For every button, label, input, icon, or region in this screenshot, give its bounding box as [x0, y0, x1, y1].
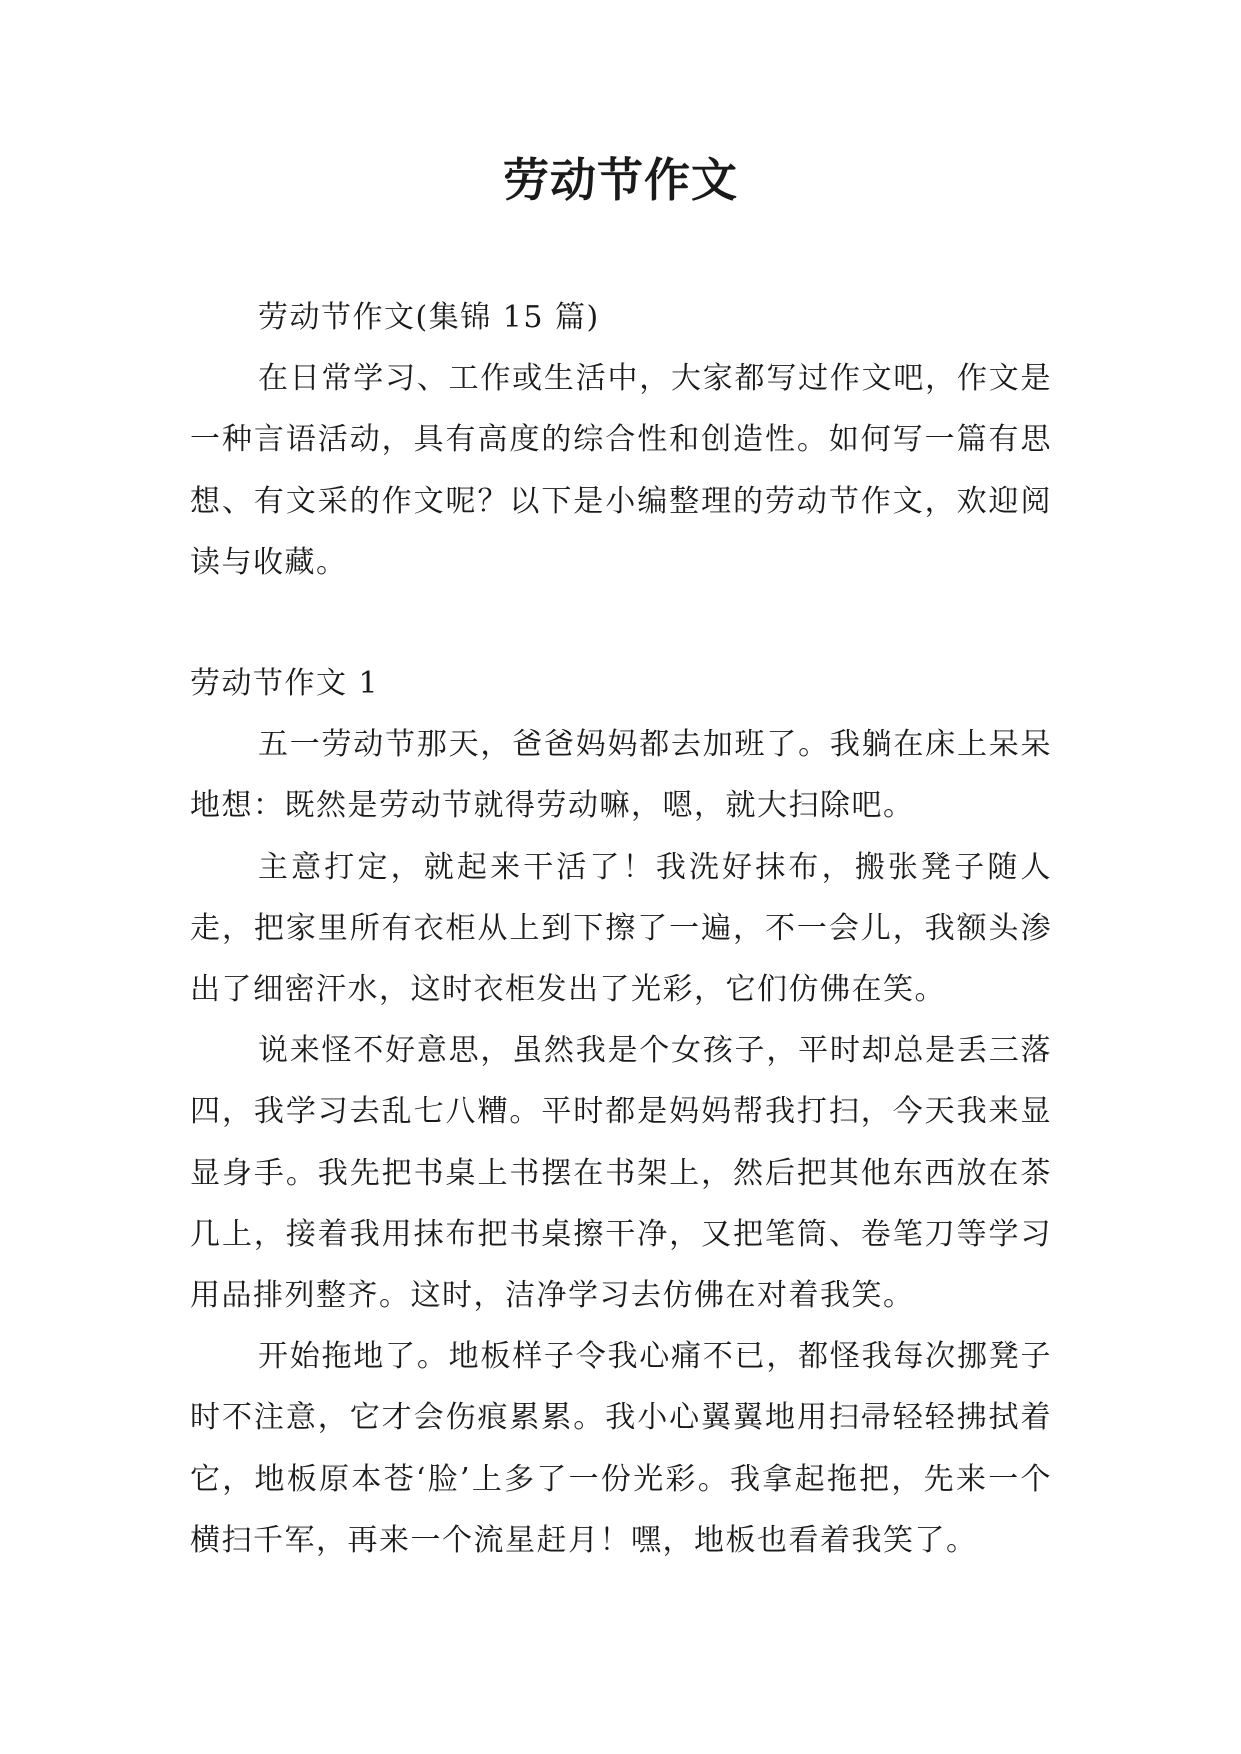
- section-paragraph: 开始拖地了。地板样子令我心痛不已，都怪我每次挪凳子时不注意，它才会伤痕累累。我小心翼翼地用扫帚轻轻拂拭着它，地板原本苍‘脸’上多了一份光彩。我拿起拖把，先来一个横扫千军，再来一个流星赶月！嘿，地板也看着我笑了。: [190, 1339, 1052, 1558]
- section-paragraph: 说来怪不好意思，虽然我是个女孩子，平时却总是丢三落四，我学习去乱七八糟。平时都是妈妈帮我打扫，今天我来显显身手。我先把书桌上书摆在书架上，然后把其他东西放在茶几上，接着我用抹布把书桌擦干净，又把笔筒、卷笔刀等学习用品排列整齐。这时，洁净学习去仿佛在对着我笑。: [190, 1033, 1052, 1314]
- document-title: 劳动节作文: [503, 153, 738, 207]
- section-heading: 劳动节作文 1: [190, 666, 380, 702]
- document-body: [190, 287, 1052, 1571]
- section-paragraph: 五一劳动节那天，爸爸妈妈都去加班了。我躺在床上呆呆地想：既然是劳动节就得劳动嘛，嗯，就大扫除吧。: [190, 727, 1052, 824]
- intro-paragraph: 在日常学习、工作或生活中，大家都写过作文吧，作文是一种言语活动，具有高度的综合性和创造性。如何写一篇有思想、有文采的作文呢？以下是小编整理的劳动节作文，欢迎阅读与收藏。: [190, 361, 1052, 580]
- section-paragraph: 主意打定，就起来干活了！我洗好抹布，搬张凳子随人走，把家里所有衣柜从上到下擦了一遍，不一会儿，我额头渗出了细密汗水，这时衣柜发出了光彩，它们仿佛在笑。: [190, 849, 1052, 1008]
- document-subtitle: 劳动节作文(集锦 15 篇): [258, 300, 600, 335]
